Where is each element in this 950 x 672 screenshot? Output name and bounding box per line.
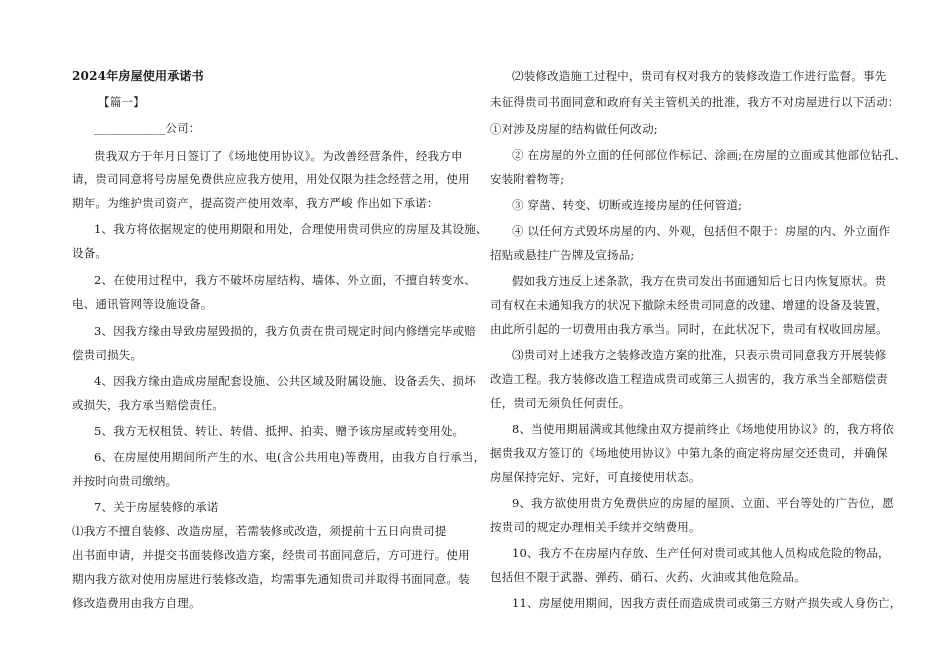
text-line: 10、我方不在房屋内存放、生产任何对贵司或其他人员构成危险的物品， [512, 546, 890, 560]
text-line: 1、我方将依据规定的使用期限和用处，合理使用贵司供应的房屋及其设施、 [94, 222, 488, 236]
salutation: ____________公司： [94, 121, 201, 135]
text-line: ② 在房屋的外立面的任何部位作标记、涂画;在房屋的立面或其他部位钻孔、 [512, 148, 907, 162]
text-line: 修改造费用由我方自理。 [72, 596, 201, 610]
text-line: 6、在房屋使用期间所产生的水、电(含公共用电)等费用，由我方自行承当， [94, 450, 486, 464]
text-line: 或损失，我方承当赔偿责任。 [72, 398, 225, 412]
text-line: 电、通讯管网等设施设备。 [72, 297, 213, 311]
text-line: 期年。为维护贵司资产，提高资产使用效率，我方严峻 作出如下承诺： [72, 196, 439, 210]
text-line: 7、关于房屋装修的承诺 [94, 500, 219, 514]
text-line: 2、在使用过程中，我方不破坏房屋结构、墙体、外立面，不擅自转变水、 [94, 273, 476, 287]
text-line: 任，贵司无须负任何责任。 [490, 396, 631, 410]
text-line: 并按时向贵司缴纳。 [72, 474, 178, 488]
text-line: 8、当使用期届满或其他缘由双方提前终止《场地使用协议》的，我方将依 [512, 422, 894, 436]
text-line: 未征得贵司书面同意和政府有关主管机关的批准，我方不对房屋进行以下活动： [490, 95, 900, 109]
text-line: ④ 以任何方式毁坏房屋的内、外观，包括但不限于：房屋的内、外立面作 [512, 224, 891, 238]
text-line: 请，贵司同意将号房屋免费供应应我方使用，用处仅限为挂念经营之用，使用 [72, 172, 470, 186]
text-line: 出书面申请，并提交书面装修改造方案，经贵司书面同意后，方可进行。使用 [72, 548, 470, 562]
text-line: 期内我方欲对使用房屋进行装修改造，均需事先通知贵司并取得书面同意。装 [72, 572, 470, 586]
text-line: ⑴我方不擅自装修、改造房屋，若需装修或改造，须提前十五日向贵司提 [72, 524, 447, 538]
text-line: 包括但不限于武器、弹药、硝石、火药、火油或其他危险品。 [490, 570, 806, 584]
text-line: 贵我双方于年月日签订了《场地使用协议》。为改善经营条件，经我方申 [94, 149, 463, 163]
text-line: 按贵司的规定办理相关手续并交纳费用。 [490, 520, 701, 534]
text-line: 偿贵司损失。 [72, 348, 143, 362]
text-line: 5、我方无权租赁、转让、转借、抵押、拍卖、赠予该房屋或转变用处。 [94, 424, 465, 438]
text-line: ⑵装修改造施工过程中，贵司有权对我方的装修改造工作进行监督。事先 [512, 69, 887, 83]
text-line: ①对涉及房屋的结构做任何改动; [490, 122, 658, 136]
text-line: 3、因我方缘由导致房屋毁损的，我方负责在贵司规定时间内修缮完毕或赔 [94, 324, 476, 338]
text-line: ③ 穿凿、转变、切断或连接房屋的任何管道; [512, 198, 743, 212]
text-line: ⑶贵司对上述我方之装修改造方案的批准，只表示贵司同意我方开展装修 [512, 348, 887, 362]
text-line: 9、我方欲使用贵方免费供应的房屋的屋顶、立面、平台等处的广告位，愿 [512, 496, 894, 510]
text-line: 11、房屋使用期间，因我方责任而造成贵司或第三方财产损失或人身伤亡， [512, 596, 902, 610]
text-line: 4、因我方缘由造成房屋配套设施、公共区域及附属设施、设备丢失、损坏 [94, 374, 476, 388]
text-line: 由此所引起的一切费用由我方承当。同时，在此状况下，贵司有权收回房屋。 [490, 322, 888, 336]
section-heading: 【篇一】 [98, 95, 145, 109]
text-line: 设备。 [72, 246, 108, 260]
text-line: 改造工程。我方装修改造工程造成贵司或第三人损害的，我方承当全部赔偿责 [490, 372, 888, 386]
text-line: 据贵我双方签订的《场地使用协议》中第九条的商定将房屋交还贵司，并确保 [490, 446, 888, 460]
text-line: 司有权在未通知我方的状况下撤除未经贵司同意的改建、增建的设备及装置， [490, 298, 888, 312]
text-line: 假如我方违反上述条款，我方在贵司发出书面通知后七日内恢复原状。贵 [512, 274, 887, 288]
text-line: 房屋保持完好、完好，可直接使用状态。 [490, 470, 701, 484]
text-line: 招贴或悬挂广告牌及宣扬品; [490, 248, 635, 262]
document-title: 2024年房屋使用承诺书 [72, 69, 204, 83]
text-line: 安装附着物等; [490, 172, 565, 186]
